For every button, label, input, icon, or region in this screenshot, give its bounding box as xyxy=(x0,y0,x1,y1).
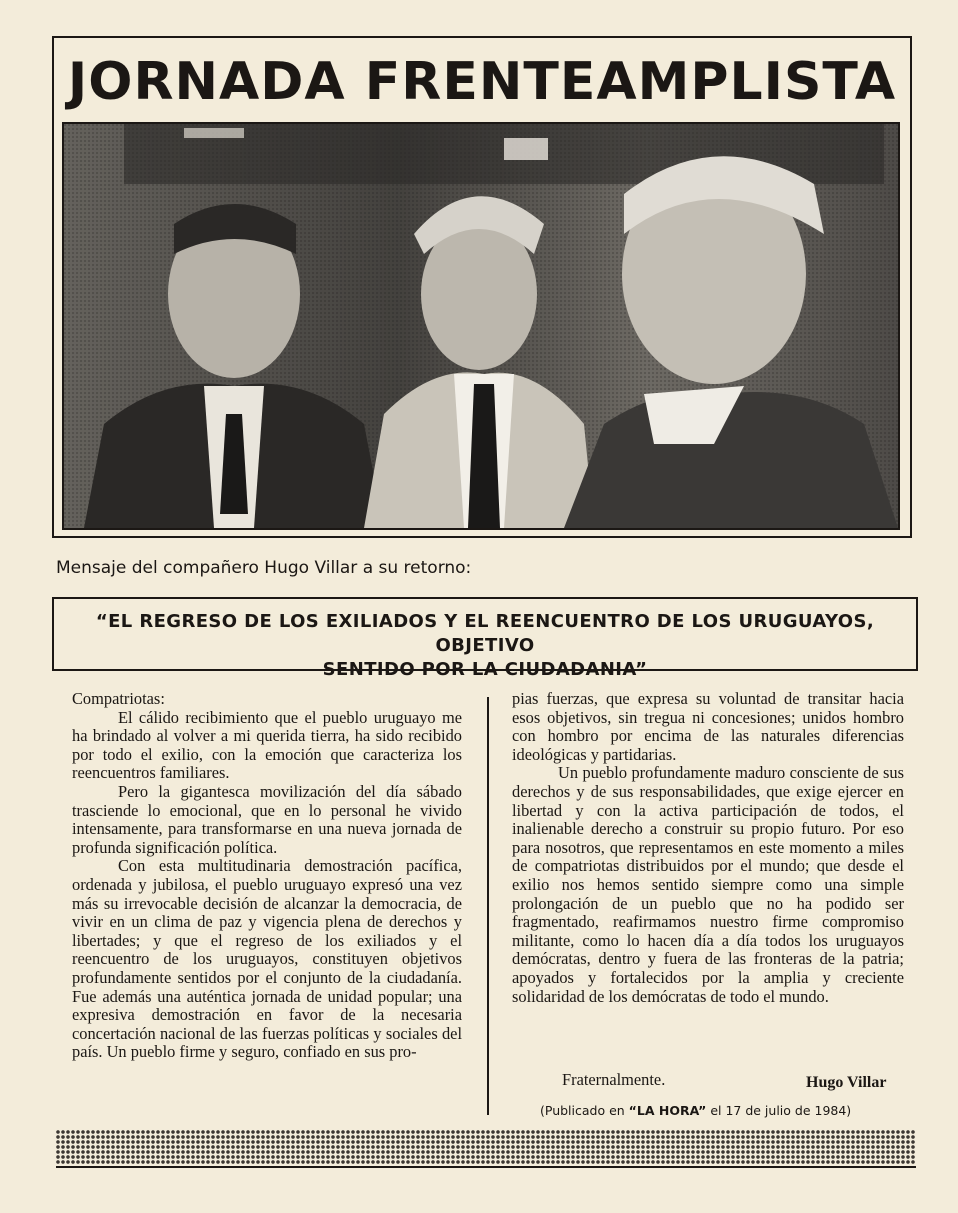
bottom-rule xyxy=(56,1166,916,1168)
pull-quote-line-1: “EL REGRESO DE LOS EXILIADOS Y EL REENCUENTRO DE LOS URUGUAYOS, OBJETIVO xyxy=(95,611,875,656)
headline: JORNADA FRENTEAMPLISTA xyxy=(67,52,897,112)
news-photo xyxy=(62,122,900,530)
halftone-band xyxy=(56,1130,916,1164)
photo-of-three-men-icon xyxy=(64,124,898,528)
column-divider xyxy=(487,697,489,1115)
publication-note-prefix: (Publicado en xyxy=(540,1103,629,1118)
article-paragraph: Pero la gigantesca movilización del día sábado trasciende lo emocional, que en lo personal he vivido intensamente, para transformarse en una nueva jornada de profunda significación política. xyxy=(72,781,462,857)
article-column-left xyxy=(72,690,462,1062)
article-column-right xyxy=(512,690,904,1006)
newspaper-name: “LA HORA” xyxy=(628,1103,707,1118)
article-paragraph: Con esta multitudinaria demostración pacífica, ordenada y jubilosa, el pueblo uruguayo expresó una vez más su irrevocable decisión de alcanzar la democracia, de vivir en un clima de paz y vigencia plena de derechos y libertades; y que el regreso de los exiliados y el reencuentro de los uruguayos, constituyen objetivos profundamente sentidos por el conjunto de la ciudadanía. Fue además una auténtica jornada de unidad popular; una expresiva demostración en favor de la necesaria concertación nacional de las fuerzas políticas y sociales del país. Un pueblo firme y seguro, confiado en sus pro- xyxy=(72,856,462,1062)
closing: Fraternalmente. xyxy=(562,1070,666,1089)
publication-note xyxy=(540,1103,851,1118)
signature: Hugo Villar xyxy=(806,1074,887,1091)
article-paragraph: Compatriotas: xyxy=(72,689,165,708)
pull-quote-line-2: SENTIDO POR LA CIUDADANIA” xyxy=(322,659,648,680)
article-paragraph: pias fuerzas, que expresa su voluntad de transitar hacia esos objetivos, sin tregua ni concesiones; unidos hombro con hombro por encima de las naturales diferencias ideológicas y partidarias. xyxy=(512,689,904,764)
subtitle: Mensaje del compañero Hugo Villar a su retorno: xyxy=(56,558,472,578)
article-paragraph: Un pueblo profundamente maduro consciente de sus derechos y de sus responsabilidades, que exige ejercer en libertad y con la activa participación de todos, el inalienable derecho a construir su propio futuro. Por eso para nosotros, que representamos en este momento a miles de compatriotas distribuidos por el mundo; que desde el exilio nos hemos sentido siempre como una simple prolongación de un pueblo que no ha podido ser fragmentado, reafirmamos nuestro firme compromiso militante, como lo hacen día a día todos los uruguayos demócratas, dentro y fuera de las fronteras de la patria; apoyados y fortalecidos por la amplia y creciente solidaridad de los demócratas de todo el mundo. xyxy=(512,763,904,1006)
pull-quote xyxy=(62,610,908,682)
article-paragraph: El cálido recibimiento que el pueblo uruguayo me ha brindado al volver a mi querida tierra, ha sido recibido por todo el exilio, con la emoción que caracteriza los reencuentros familiares. xyxy=(72,707,462,783)
publication-note-suffix: el 17 de julio de 1984) xyxy=(706,1103,852,1118)
